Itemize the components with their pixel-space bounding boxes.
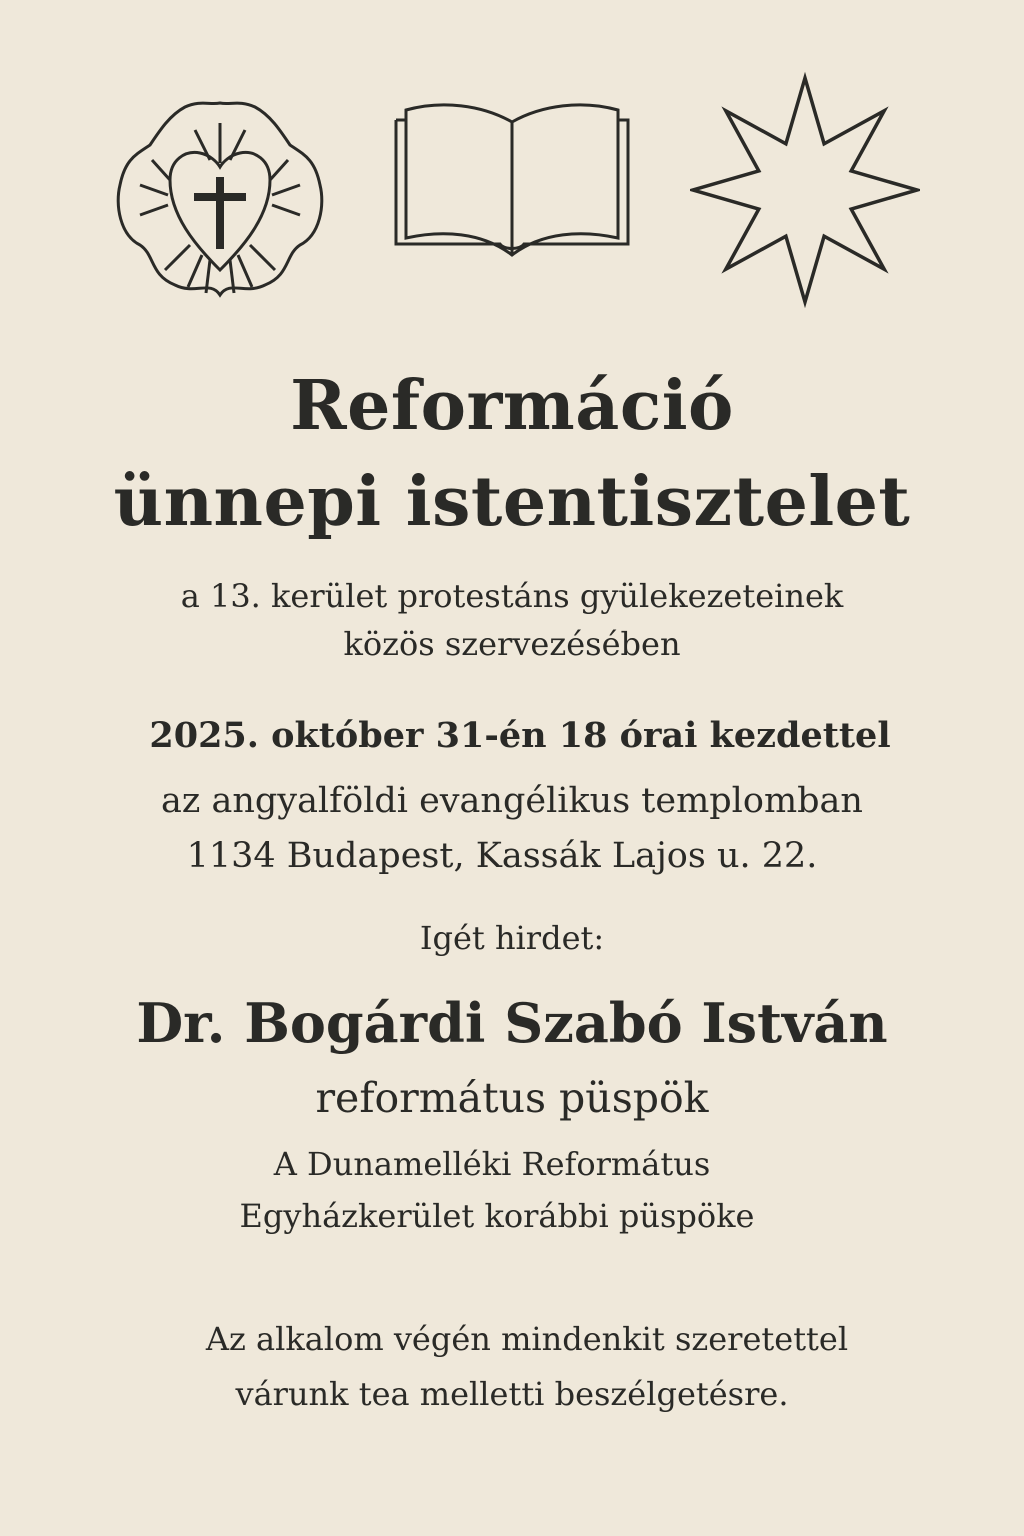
eight-pointed-star-icon: [690, 70, 920, 310]
preacher-desc-2: Egyházkerület korábbi püspöke: [239, 1197, 755, 1235]
preacher-role: református püspök: [315, 1074, 709, 1122]
event-date: 2025. október 31-én 18 órai kezdettel: [149, 715, 891, 756]
subtitle-line-2: közös szervezésében: [343, 625, 681, 663]
venue-line-1: az angyalföldi evangélikus templomban: [161, 781, 863, 821]
title-line-2: ünnepi istentisztelet: [113, 462, 911, 542]
subtitle-line-1: a 13. kerület protestáns gyülekezeteinek: [180, 577, 844, 615]
closing-line-2: várunk tea melletti beszélgetésre.: [235, 1375, 789, 1413]
closing-line-1: Az alkalom végén mindenkit szeretettel: [205, 1320, 849, 1358]
title-line-1: Reformáció: [290, 366, 734, 446]
preacher-label: Igét hirdet:: [419, 919, 605, 957]
open-bible-icon: [392, 100, 632, 260]
preacher-name: Dr. Bogárdi Szabó István: [136, 991, 888, 1055]
luther-rose-icon: [110, 95, 330, 305]
preacher-desc-1: A Dunamelléki Református: [273, 1145, 711, 1183]
venue-address: 1134 Budapest, Kassák Lajos u. 22.: [186, 836, 818, 876]
